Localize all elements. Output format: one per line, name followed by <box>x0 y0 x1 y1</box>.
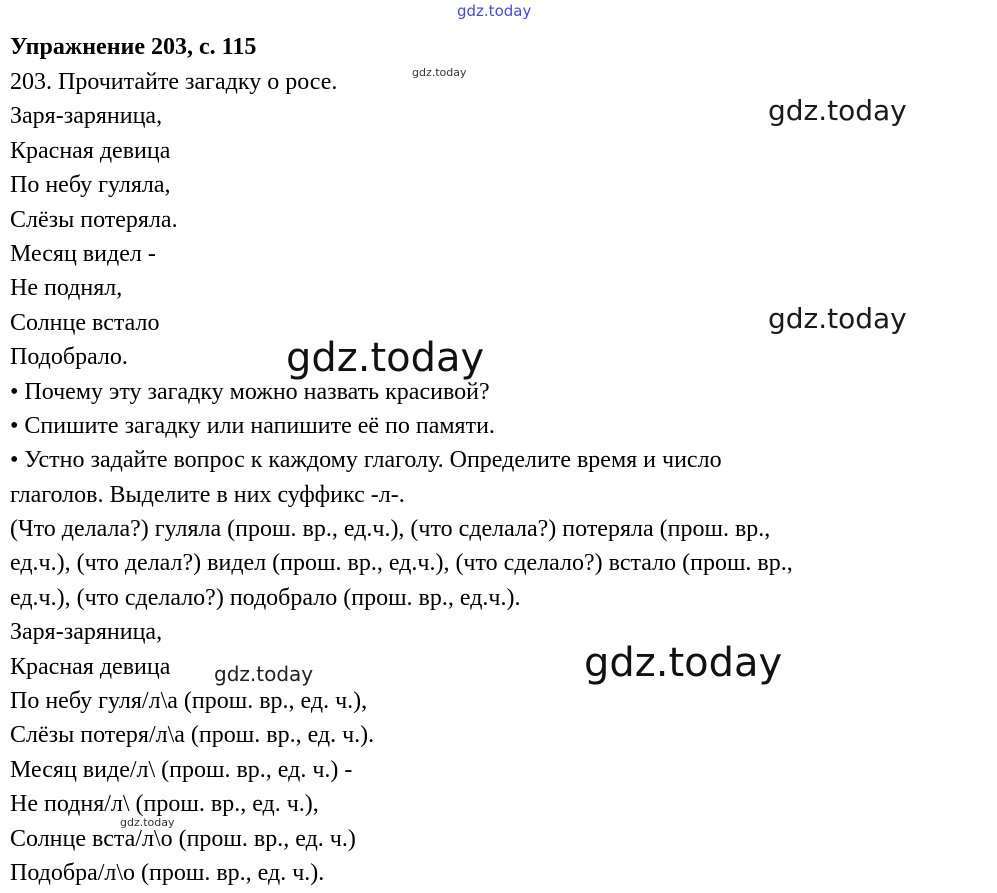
text-line: Слёзы потеряла. <box>10 206 178 233</box>
text-line: • Устно задайте вопрос к каждому глаголу. Определите время и число <box>10 447 722 474</box>
text-line: Подобра/л\о (прош. вр., ед. ч.). <box>10 859 325 886</box>
watermark: gdz.today <box>768 302 907 335</box>
text-line: По небу гуляла, <box>10 172 171 199</box>
text-line: (Что делала?) гуляла (прош. вр., ед.ч.), (что сделала?) потеряла (прош. вр., <box>10 516 771 543</box>
text-line: Не поднял, <box>10 275 123 302</box>
text-line: Солнце встало <box>10 309 160 336</box>
text-line: Месяц виде/л\ (прош. вр., ед. ч.) - <box>10 756 353 783</box>
exercise-title: Упражнение 203, с. 115 <box>10 34 257 60</box>
watermark: gdz.today <box>286 335 485 381</box>
watermark: gdz.today <box>412 66 467 79</box>
text-line: глаголов. Выделите в них суффикс -л-. <box>10 481 405 508</box>
text-line: Подобрало. <box>10 344 128 371</box>
text-line: Месяц видел - <box>10 240 156 267</box>
text-line: 203. Прочитайте загадку о росе. <box>10 69 338 95</box>
text-line: По небу гуля/л\а (прош. вр., ед. ч.), <box>10 688 368 715</box>
watermark: gdz.today <box>768 94 907 127</box>
text-line: • Почему эту загадку можно назвать красивой? <box>10 378 490 405</box>
text-line: Красная девица <box>10 137 171 164</box>
text-line: Слёзы потеря/л\а (прош. вр., ед. ч.). <box>10 722 375 749</box>
watermark: gdz.today <box>457 2 532 20</box>
watermark: gdz.today <box>120 816 175 829</box>
text-line: Заря-заряница, <box>10 619 163 646</box>
text-line: ед.ч.), (что делал?) видел (прош. вр., ед.ч.), (что сделало?) встало (прош. вр., <box>10 550 793 577</box>
text-line: ед.ч.), (что сделало?) подобрало (прош. вр., ед.ч.). <box>10 584 521 611</box>
text-line: Красная девица <box>10 653 171 680</box>
text-line: Солнце вста/л\о (прош. вр., ед. ч.) <box>10 825 356 852</box>
text-line: Заря-заряница, <box>10 103 163 130</box>
text-line: Не подня/л\ (прош. вр., ед. ч.), <box>10 791 319 818</box>
watermark: gdz.today <box>584 640 783 686</box>
text-line: • Спишите загадку или напишите её по памяти. <box>10 412 495 439</box>
exercise-body <box>10 65 985 890</box>
watermark: gdz.today <box>214 662 314 686</box>
